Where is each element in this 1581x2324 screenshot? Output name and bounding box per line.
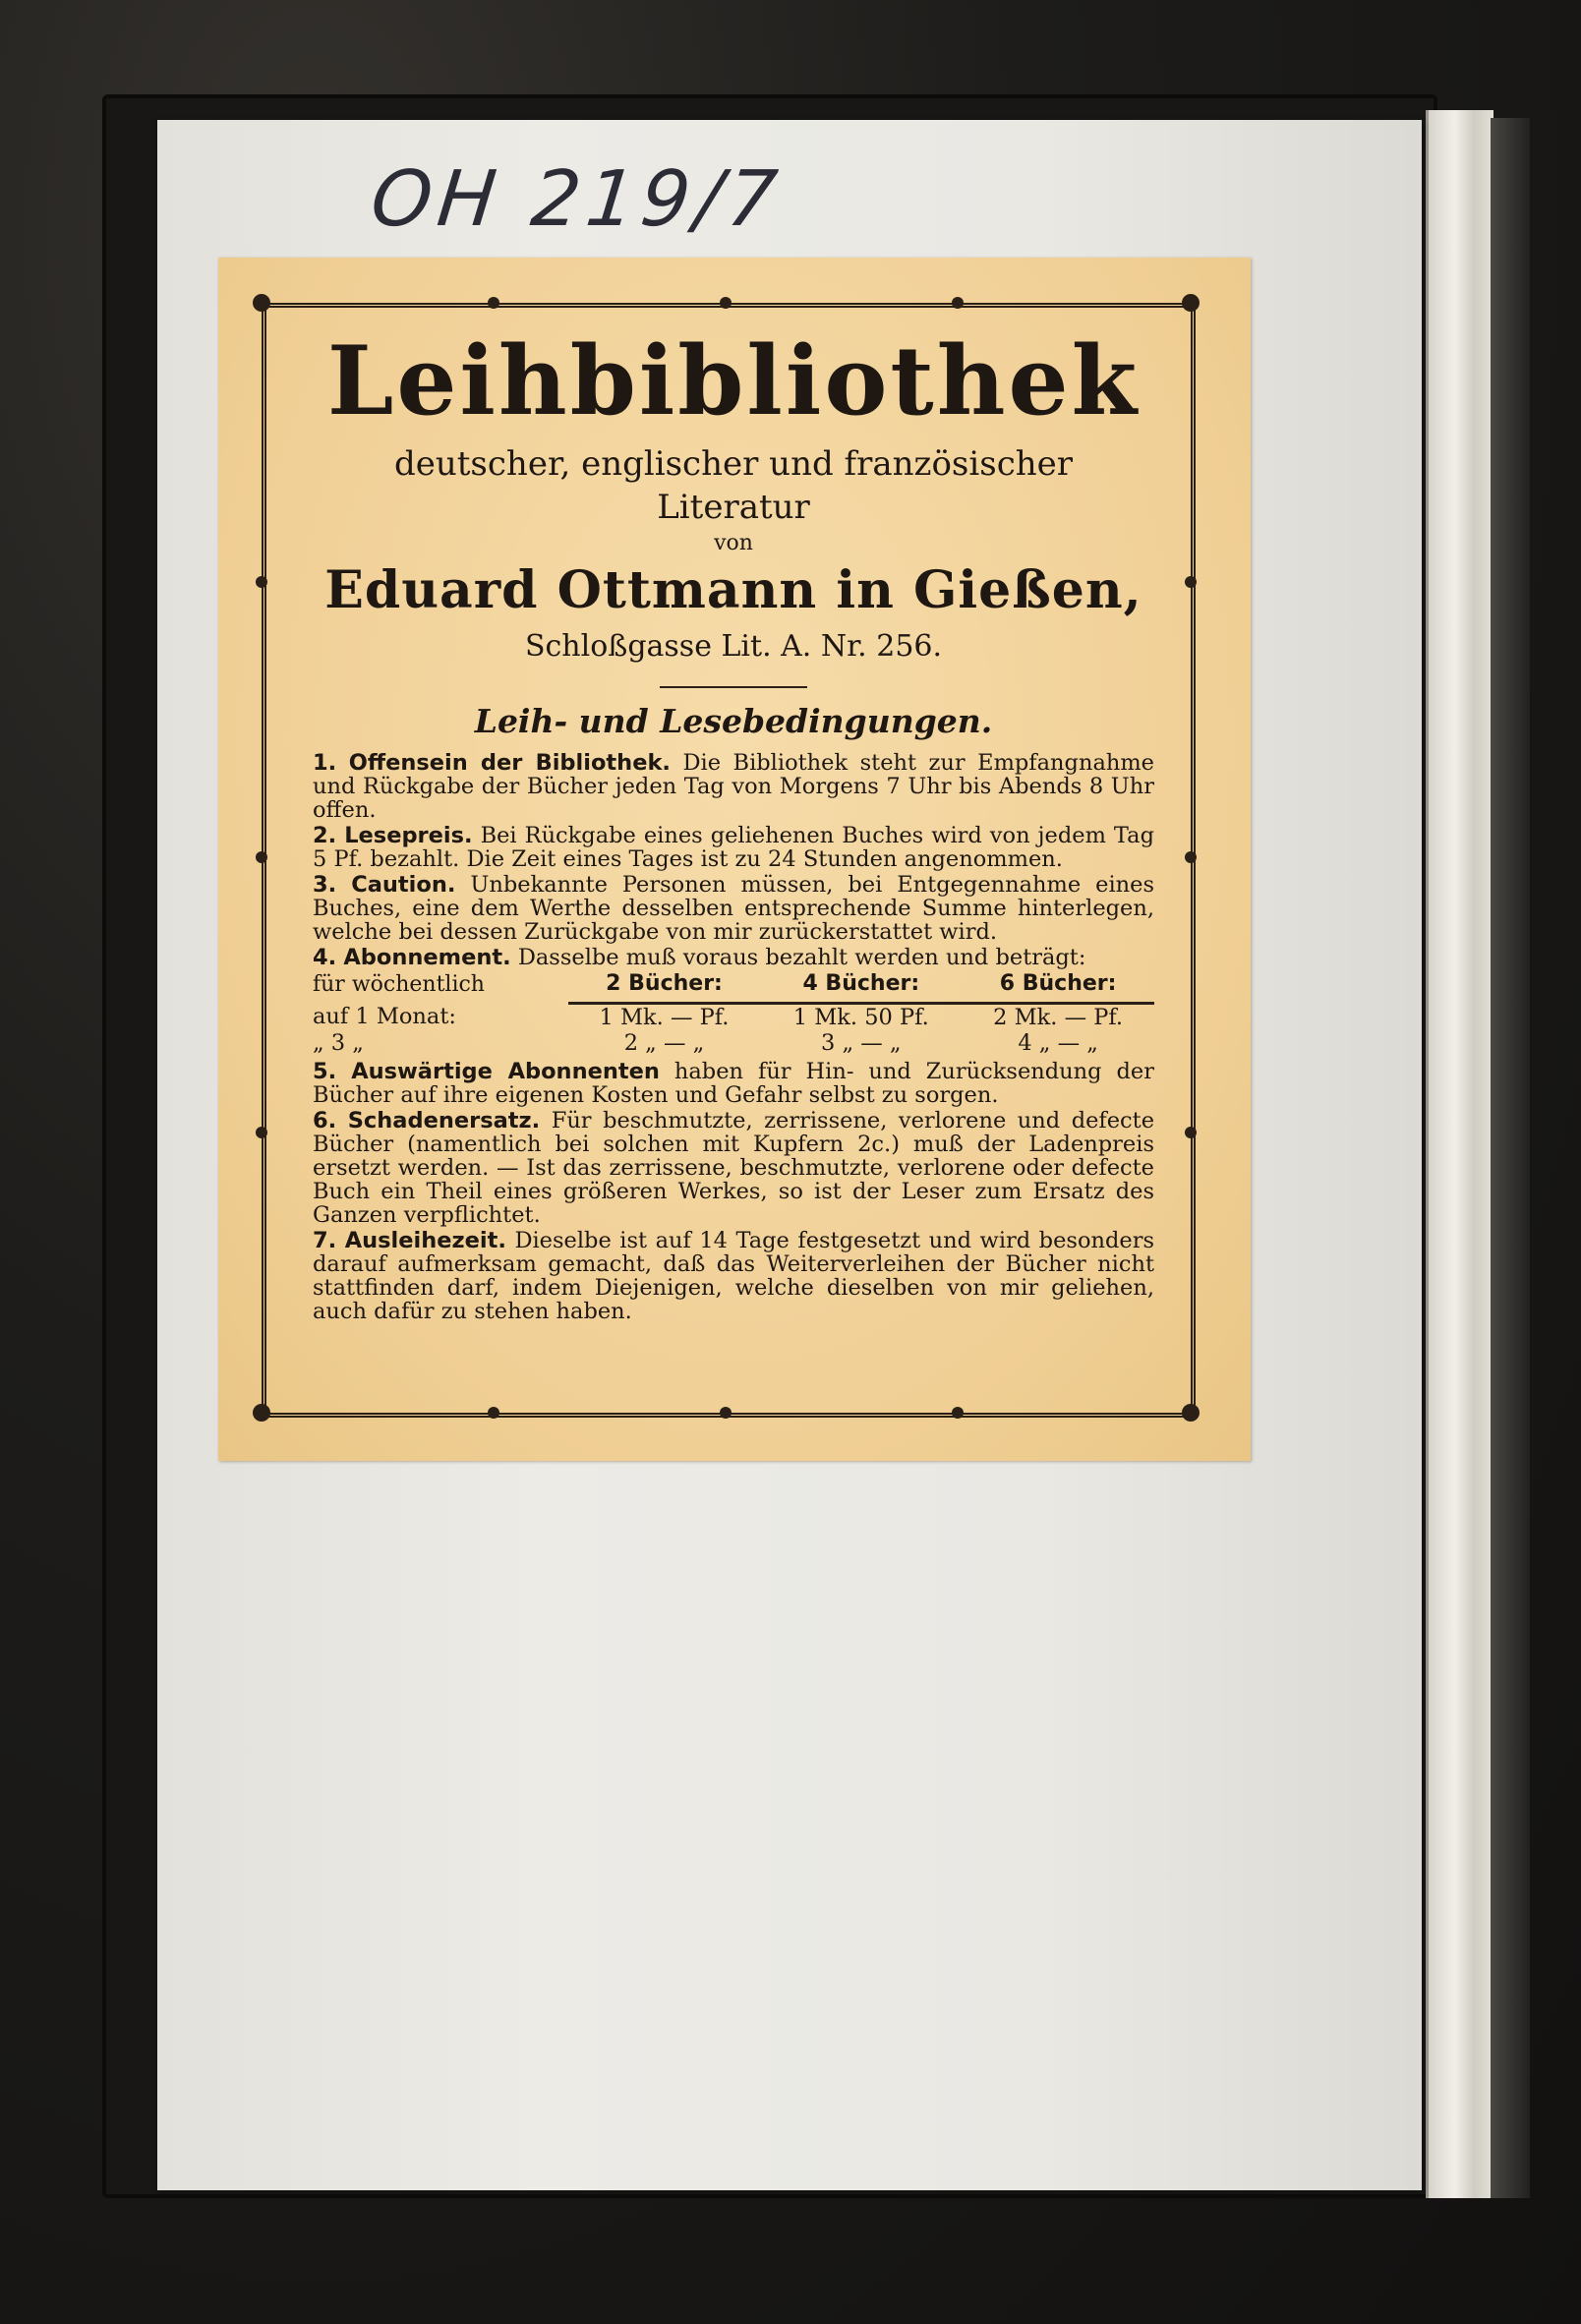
label-von: von xyxy=(714,531,753,555)
label-subtitle: deutscher, englischer und französischer Literatur xyxy=(393,444,1074,527)
rates-header-label: für wöchentlich xyxy=(313,971,485,997)
table-row: „ 3 „ 2 „ — „ 3 „ — „ 4 „ — „ xyxy=(313,1030,1098,1056)
handwritten-shelfmark: OH 219/7 xyxy=(367,155,788,244)
rates-header-row xyxy=(313,971,1154,1004)
clause-7: 7. Ausleihezeit. Dieselbe ist auf 14 Tage festgesetzt und wird besonders darauf aufmerksam gemacht, daß das Weiterverleihen der Bücher nicht stattfinden darf, indem Diejenigen, welche dieselben von mir geliehen, auch dafür zu stehen haben. xyxy=(313,1228,1155,1324)
rates-col-2: 2 Bücher: xyxy=(568,971,761,1004)
label-text xyxy=(313,325,1155,1325)
clause-2: 2. Lesepreis. Bei Rückgabe eines geliehenen Buches wird von jedem Tag 5 Pf. bezahlt. Die Zeit eines Tages ist zu 24 Stunden angenommen. xyxy=(313,823,1154,872)
clause-5: 5. Auswärtige Abonnenten haben für Hin- und Zurücksendung der Bücher auf ihre eigenen Kosten und Gefahr selbst zu sorgen. xyxy=(313,1059,1154,1108)
rates-table xyxy=(313,971,1154,1056)
clause-4: 4. Abonnement. Dasselbe muß voraus bezahlt werden und beträgt: xyxy=(313,945,1086,970)
clause-6: 6. Schadenersatz. Für beschmutzte, zerrissene, verlorene und defecte Bücher (namentlich bei solchen mit Kupfern 2c.) muß der Ladenpreis ersetzt werden. — Ist das zerrissene, beschmutzte, verlorene oder defecte Buch ein Theil eines größeren Werkes, so ist der Leser zum Ersatz des Ganzen verpflichtet. xyxy=(313,1108,1155,1228)
table-row: auf 1 Monat: 1 Mk. — Pf. 1 Mk. 50 Pf. 2 Mk. — Pf. xyxy=(313,1004,1124,1030)
rates-col-4: 4 Bücher: xyxy=(760,971,962,1004)
clause-1: 1. Offensein der Bibliothek. Die Bibliothek steht zur Empfangnahme und Rückgabe der Bücher jeden Tag von Morgens 7 Uhr bis Abends 8 Uhr offen. xyxy=(313,750,1154,823)
divider xyxy=(660,686,807,688)
conditions-heading: Leih- und Lesebedingungen. xyxy=(474,702,993,740)
page-edges xyxy=(1426,110,1493,2198)
rates-col-6: 6 Bücher: xyxy=(962,971,1154,1004)
label-title: Leihbibliothek xyxy=(326,325,1141,436)
owner-name: Eduard Ottmann in Gießen, xyxy=(324,560,1142,620)
spine-shadow xyxy=(1491,118,1530,2198)
library-label xyxy=(218,258,1251,1461)
owner-address: Schloßgasse Lit. A. Nr. 256. xyxy=(524,629,943,664)
clause-3: 3. Caution. Unbekannte Personen müssen, bei Entgegennahme eines Buches, eine dem Werthe desselben entsprechende Summe hinterlegen, welche bei dessen Zurückgabe von mir zurückerstattet wird. xyxy=(313,872,1155,945)
